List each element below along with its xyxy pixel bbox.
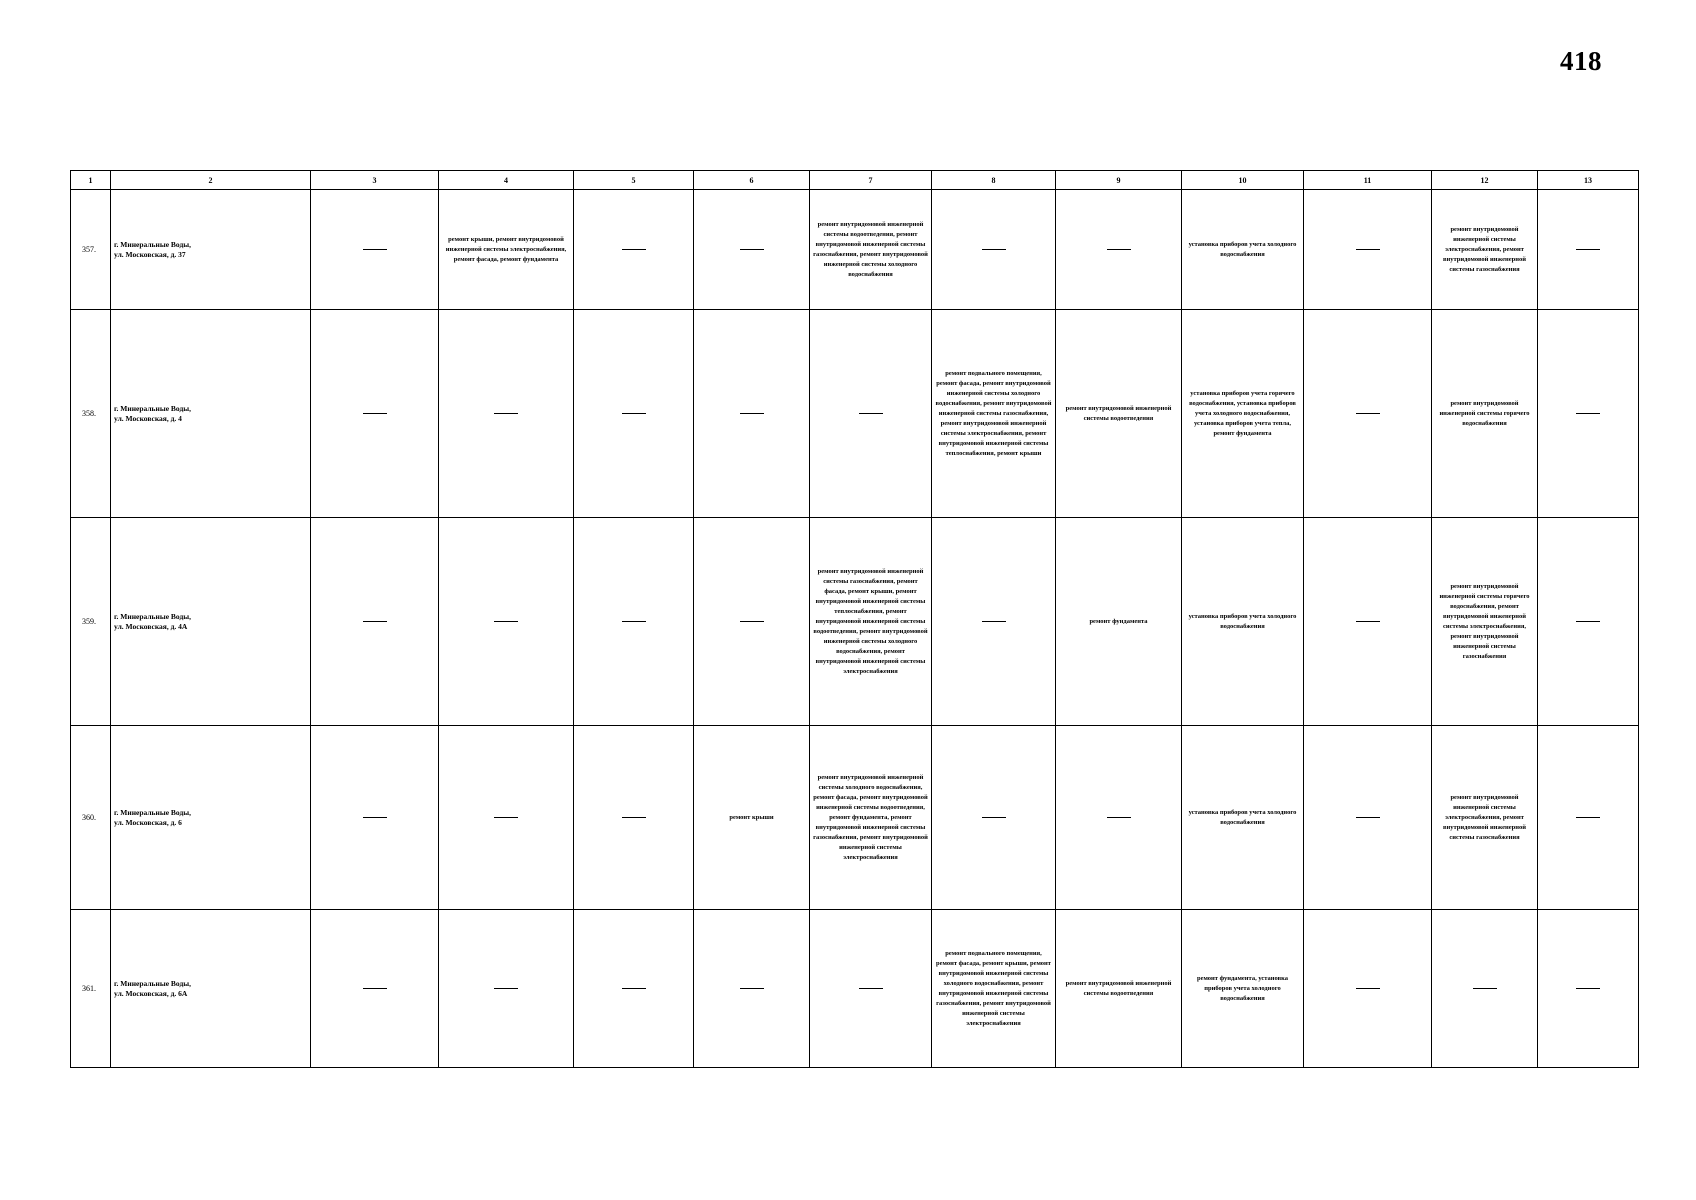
work-cell-col-10: установка приборов учета холодного водоснабжения: [1182, 518, 1304, 726]
empty-dash: [859, 413, 883, 414]
work-cell-col-5: [574, 190, 694, 310]
work-cell-col-11: [1304, 726, 1432, 910]
empty-dash: [622, 988, 646, 989]
work-cell-col-8: ремонт подвального помещения, ремонт фасада, ремонт крыши, ремонт внутридомовой инженерной системы холодного водоснабжения, ремонт внутридомовой инженерной системы газоснабжения, ремонт внутридомовой инженерной системы электроснабжения: [932, 910, 1056, 1068]
work-cell-col-3: [311, 726, 439, 910]
empty-dash: [982, 621, 1006, 622]
empty-dash: [1356, 988, 1380, 989]
work-cell-col-3: [311, 190, 439, 310]
work-cell-col-10: установка приборов учета горячего водоснабжения, установка приборов учета холодного водоснабжения, установка приборов учета тепла, ремонт фундамента: [1182, 310, 1304, 518]
address-cell: [111, 726, 311, 910]
column-number-9: 9: [1056, 171, 1182, 190]
empty-dash: [1576, 621, 1600, 622]
work-cell-col-13: [1538, 910, 1639, 1068]
empty-dash: [740, 413, 764, 414]
work-cell-col-7: [810, 310, 932, 518]
empty-dash: [363, 621, 387, 622]
work-cell-col-11: [1304, 310, 1432, 518]
table-body: [71, 171, 1639, 1068]
work-cell-col-9: ремонт внутридомовой инженерной системы водоотведения: [1056, 910, 1182, 1068]
work-cell-col-8: ремонт подвального помещения, ремонт фасада, ремонт внутридомовой инженерной системы холодного водоснабжения, ремонт внутридомовой инженерной системы газоснабжения, ремонт внутридомовой инженерной системы электроснабжения, ремонт внутридомовой инженерной системы теплоснабжения, ремонт крыши: [932, 310, 1056, 518]
table-row: [71, 910, 1639, 1068]
work-cell-col-4: [439, 726, 574, 910]
work-cell-col-5: [574, 910, 694, 1068]
row-number: 357.: [71, 190, 111, 310]
address-street: ул. Московская, д. 37: [114, 249, 186, 259]
work-cell-col-8: [932, 518, 1056, 726]
work-cell-col-9: ремонт фундамента: [1056, 518, 1182, 726]
address-cell: [111, 910, 311, 1068]
row-number: 358.: [71, 310, 111, 518]
column-number-3: 3: [311, 171, 439, 190]
row-number: 360.: [71, 726, 111, 910]
work-cell-col-7: ремонт внутридомовой инженерной системы газоснабжения, ремонт фасада, ремонт крыши, ремонт внутридомовой инженерной системы теплоснабжения, ремонт внутридомовой инженерной системы водоотведения, ремонт внутридомовой инженерной системы холодного водоснабжения, ремонт внутридомовой инженерной системы электроснабжения: [810, 518, 932, 726]
empty-dash: [859, 988, 883, 989]
work-cell-col-6: [694, 190, 810, 310]
column-number-2: 2: [111, 171, 311, 190]
column-number-10: 10: [1182, 171, 1304, 190]
work-cell-col-5: [574, 310, 694, 518]
work-cell-col-11: [1304, 910, 1432, 1068]
work-cell-col-9: [1056, 726, 1182, 910]
table-row: [71, 310, 1639, 518]
empty-dash: [622, 249, 646, 250]
work-cell-col-4: ремонт крыши, ремонт внутридомовой инженерной системы электроснабжения, ремонт фасада, ремонт фундамента: [439, 190, 574, 310]
work-cell-col-10: ремонт фундамента, установка приборов учета холодного водоснабжения: [1182, 910, 1304, 1068]
address-city: г. Минеральные Воды,: [114, 239, 191, 249]
empty-dash: [1356, 413, 1380, 414]
work-cell-col-7: ремонт внутридомовой инженерной системы холодного водоснабжения, ремонт фасада, ремонт внутридомовой инженерной системы водоотведения, ремонт фундамента, ремонт внутридомовой инженерной системы газоснабжения, ремонт внутридомовой инженерной системы электроснабжения: [810, 726, 932, 910]
row-number: 361.: [71, 910, 111, 1068]
work-cell-col-12: ремонт внутридомовой инженерной системы электроснабжения, ремонт внутридомовой инженерной системы газоснабжения: [1432, 726, 1538, 910]
empty-dash: [622, 413, 646, 414]
empty-dash: [363, 413, 387, 414]
column-number-5: 5: [574, 171, 694, 190]
page-number: 418: [1560, 46, 1602, 76]
empty-dash: [622, 817, 646, 818]
table-row: [71, 726, 1639, 910]
address-cell: [111, 310, 311, 518]
column-number-6: 6: [694, 171, 810, 190]
work-cell-col-9: ремонт внутридомовой инженерной системы водоотведения: [1056, 310, 1182, 518]
empty-dash: [1576, 413, 1600, 414]
empty-dash: [982, 817, 1006, 818]
column-number-12: 12: [1432, 171, 1538, 190]
column-number-8: 8: [932, 171, 1056, 190]
empty-dash: [1576, 249, 1600, 250]
empty-dash: [740, 988, 764, 989]
table-row: [71, 518, 1639, 726]
work-cell-col-12: ремонт внутридомовой инженерной системы горячего водоснабжения: [1432, 310, 1538, 518]
capital-repair-table: [70, 170, 1639, 1068]
work-cell-col-3: [311, 910, 439, 1068]
work-cell-col-13: [1538, 726, 1639, 910]
work-cell-col-7: ремонт внутридомовой инженерной системы водоотведения, ремонт внутридомовой инженерной системы газоснабжения, ремонт внутридомовой инженерной системы холодного водоснабжения: [810, 190, 932, 310]
table-row: [71, 190, 1639, 310]
work-cell-col-3: [311, 310, 439, 518]
address-city: г. Минеральные Воды,: [114, 403, 191, 413]
work-cell-col-13: [1538, 310, 1639, 518]
empty-dash: [494, 413, 518, 414]
work-cell-col-6: ремонт крыши: [694, 726, 810, 910]
empty-dash: [1356, 817, 1380, 818]
empty-dash: [363, 988, 387, 989]
work-cell-col-11: [1304, 190, 1432, 310]
work-cell-col-13: [1538, 190, 1639, 310]
work-cell-col-6: [694, 910, 810, 1068]
empty-dash: [1576, 817, 1600, 818]
empty-dash: [1356, 249, 1380, 250]
address-street: ул. Московская, д. 4: [114, 413, 182, 423]
row-number: 359.: [71, 518, 111, 726]
empty-dash: [363, 249, 387, 250]
empty-dash: [1107, 249, 1131, 250]
work-cell-col-8: [932, 190, 1056, 310]
empty-dash: [1107, 817, 1131, 818]
empty-dash: [740, 621, 764, 622]
column-number-4: 4: [439, 171, 574, 190]
work-cell-col-4: [439, 518, 574, 726]
address-city: г. Минеральные Воды,: [114, 978, 191, 988]
work-cell-col-8: [932, 726, 1056, 910]
column-number-13: 13: [1538, 171, 1639, 190]
address-street: ул. Московская, д. 4А: [114, 621, 188, 631]
empty-dash: [622, 621, 646, 622]
empty-dash: [494, 621, 518, 622]
empty-dash: [1356, 621, 1380, 622]
address-street: ул. Московская, д. 6: [114, 817, 182, 827]
empty-dash: [1576, 988, 1600, 989]
column-number-row: [71, 171, 1639, 190]
address-city: г. Минеральные Воды,: [114, 807, 191, 817]
empty-dash: [1473, 988, 1497, 989]
work-cell-col-12: [1432, 910, 1538, 1068]
work-cell-col-12: ремонт внутридомовой инженерной системы электроснабжения, ремонт внутридомовой инженерной системы газоснабжения: [1432, 190, 1538, 310]
work-cell-col-9: [1056, 190, 1182, 310]
address-cell: [111, 190, 311, 310]
empty-dash: [363, 817, 387, 818]
work-cell-col-13: [1538, 518, 1639, 726]
column-number-7: 7: [810, 171, 932, 190]
work-cell-col-3: [311, 518, 439, 726]
empty-dash: [494, 817, 518, 818]
work-cell-col-4: [439, 310, 574, 518]
work-cell-col-6: [694, 518, 810, 726]
work-cell-col-6: [694, 310, 810, 518]
work-cell-col-5: [574, 518, 694, 726]
address-cell: [111, 518, 311, 726]
empty-dash: [740, 249, 764, 250]
work-cell-col-10: установка приборов учета холодного водоснабжения: [1182, 726, 1304, 910]
empty-dash: [982, 249, 1006, 250]
address-street: ул. Московская, д. 6А: [114, 988, 188, 998]
work-cell-col-12: ремонт внутридомовой инженерной системы горячего водоснабжения, ремонт внутридомовой инженерной системы электроснабжения, ремонт внутридомовой инженерной системы газоснабжения: [1432, 518, 1538, 726]
work-cell-col-10: установка приборов учета холодного водоснабжения: [1182, 190, 1304, 310]
work-cell-col-11: [1304, 518, 1432, 726]
work-cell-col-5: [574, 726, 694, 910]
empty-dash: [494, 988, 518, 989]
column-number-11: 11: [1304, 171, 1432, 190]
work-cell-col-4: [439, 910, 574, 1068]
column-number-1: 1: [71, 171, 111, 190]
address-city: г. Минеральные Воды,: [114, 611, 191, 621]
work-cell-col-7: [810, 910, 932, 1068]
